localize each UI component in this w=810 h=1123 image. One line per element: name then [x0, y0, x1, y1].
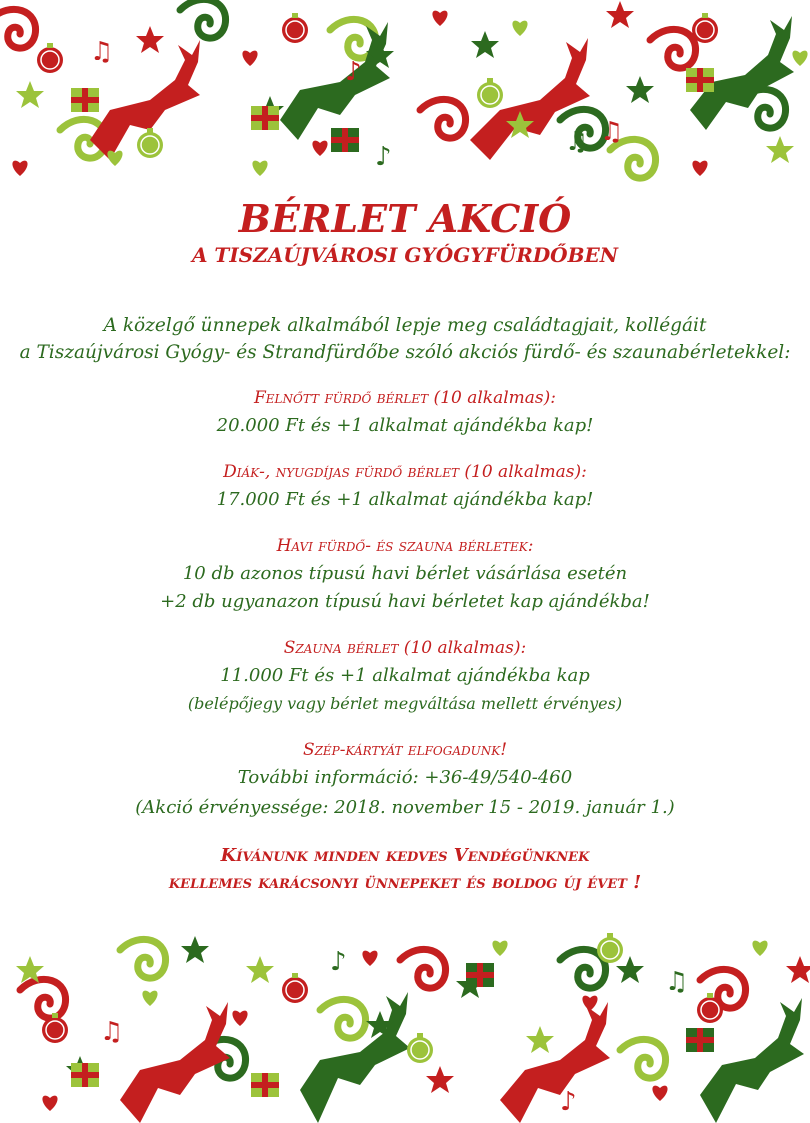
szep-card-notice: Szép-kártyát elfogadunk!: [302, 740, 508, 760]
svg-text:♫: ♫: [100, 1017, 124, 1047]
intro-text: [0, 312, 810, 366]
intro-line-1: A közelgő ünnepek alkalmából lepje meg családtagjait, kollégáit: [103, 315, 707, 336]
top-border-illustration: [0, 0, 810, 190]
bottom-border-illustration: [0, 930, 810, 1123]
svg-text:♪: ♪: [375, 142, 392, 172]
intro-line-2: a Tiszaújvárosi Gyógy- és Strandfürdőbe szóló akciós fürdő- és szaunabérletekkel:: [19, 342, 791, 363]
offer-label-name: Felnőtt fürdő bérlet: [253, 388, 429, 408]
svg-text:♫: ♫: [90, 37, 114, 67]
offer-label-name: Diák-, nyugdíjas fürdő bérlet: [223, 462, 459, 482]
offer-label: [0, 634, 810, 662]
flyer-content: [0, 196, 810, 896]
offer-adult: [0, 384, 810, 440]
top-christmas-border: [0, 0, 810, 190]
offer-label-suffix: (10 alkalmas):: [428, 388, 557, 408]
svg-text:♪: ♪: [560, 1087, 577, 1117]
contact-info: További információ: +36-49/540-460: [237, 767, 573, 788]
offer-label-name: Havi fürdő- és szauna bérletek:: [276, 536, 534, 556]
page-title: BÉRLET AKCIÓ: [238, 196, 572, 241]
offer-price: 11.000 Ft és +1 alkalmat ajándékba kap: [220, 665, 590, 686]
svg-text:♫: ♫: [565, 127, 589, 157]
offer-line-2: +2 db ugyanazon típusú havi bérletet kap ajándékba!: [160, 591, 650, 612]
svg-text:♫: ♫: [600, 117, 624, 147]
validity-period: (Akció érvényessége: 2018. november 15 - 2019. január 1.): [135, 797, 675, 818]
page-subtitle: A TISZAÚJVÁROSI GYÓGYFÜRDŐBEN: [191, 243, 619, 267]
offer-note: (belépőjegy vagy bérlet megváltása mellett érvényes): [187, 694, 623, 713]
svg-text:♪: ♪: [345, 57, 362, 87]
offer-label-suffix: (10 alkalmas):: [458, 462, 587, 482]
offer-label-suffix: (10 alkalmas):: [398, 638, 527, 658]
offer-sauna: [0, 634, 810, 718]
offer-label: [0, 384, 810, 412]
offer-line-1: 10 db azonos típusú havi bérlet vásárlása esetén: [182, 563, 628, 584]
info-block: [0, 736, 810, 824]
offer-student-pensioner: [0, 458, 810, 514]
closing-line-1: Kívánunk minden kedves Vendégünknek: [220, 845, 590, 866]
offer-monthly: [0, 532, 810, 616]
offer-label: [0, 532, 810, 560]
offer-price: 17.000 Ft és +1 alkalmat ajándékba kap!: [216, 489, 594, 510]
closing-greeting: [0, 842, 810, 896]
closing-line-2: kellemes karácsonyi ünnepeket és boldog új évet !: [168, 872, 642, 893]
offer-price: 20.000 Ft és +1 alkalmat ajándékba kap!: [216, 415, 594, 436]
offer-label-name: Szauna bérlet: [283, 638, 399, 658]
svg-text:♪: ♪: [330, 947, 347, 977]
svg-text:♫: ♫: [665, 967, 689, 997]
bottom-christmas-border: [0, 930, 810, 1123]
offer-label: [0, 458, 810, 486]
